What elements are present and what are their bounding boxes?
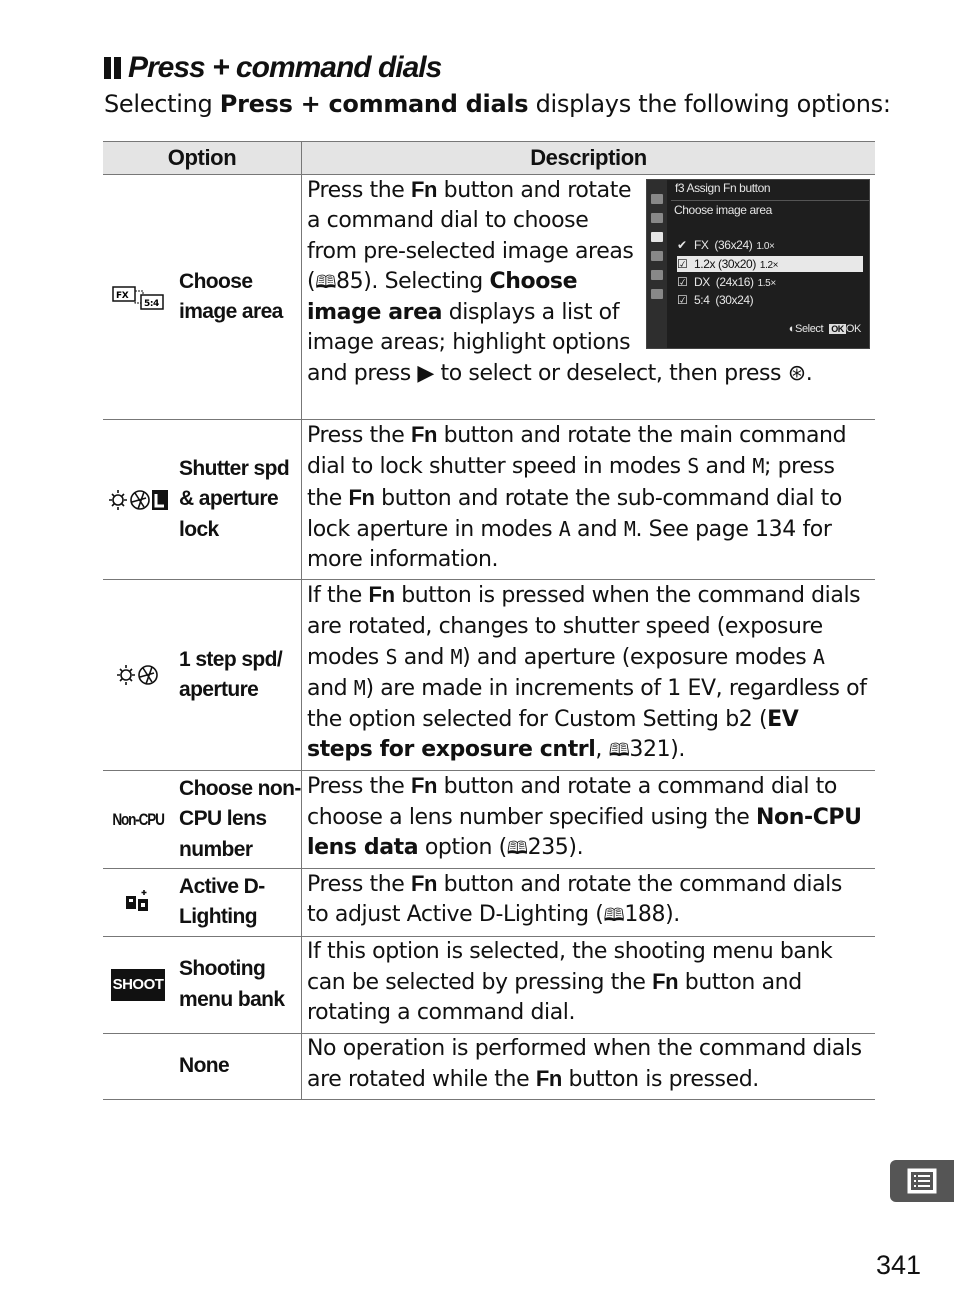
option-name: Choose image area <box>179 269 283 323</box>
description-cell <box>302 936 876 1033</box>
intro-bold: Press + command dials <box>219 90 529 118</box>
desc-text: 235). <box>527 834 584 860</box>
desc-text: If the <box>307 583 369 609</box>
wrench-icon <box>651 251 663 261</box>
fn-label: Fn <box>411 177 438 202</box>
desc-text: 321). <box>629 736 685 762</box>
book-icon: 🕮 <box>315 271 337 293</box>
item-label: 1.2x <box>694 257 716 271</box>
menu-sidebar <box>647 180 667 348</box>
image-area-icon-label: 5:4 <box>144 299 159 309</box>
desc-text: Press the <box>307 872 411 898</box>
option-cell <box>103 1033 302 1100</box>
option-name: Active D-Lighting <box>179 874 265 929</box>
section-heading <box>104 50 441 86</box>
pencil-icon <box>651 232 663 242</box>
non-cpu-icon-label: Non-CPU <box>112 809 164 829</box>
heading-marker <box>104 57 111 79</box>
option-name: Choose non-CPU lens number <box>179 776 301 861</box>
play-menu-icon <box>651 194 663 204</box>
desc-text: button and rotate the command dials to adjust Active D-Lighting ( <box>307 872 842 928</box>
desc-bold: Non-CPU lens data <box>307 804 862 860</box>
desc-text: ; press the <box>307 454 835 511</box>
shoot-icon <box>103 969 173 1001</box>
intro-text <box>104 90 891 118</box>
desc-text: Press the <box>307 774 411 800</box>
screen-subtitle: Choose image area <box>671 200 870 219</box>
mode-label: A <box>812 645 825 670</box>
desc-text: displays a list of image areas; highlight options and press <box>307 300 631 386</box>
desc-text: button and rotate a command dial to choose a lens number specified using the <box>307 774 837 830</box>
book-icon: 🕮 <box>608 739 630 761</box>
mode-label: M <box>623 516 636 541</box>
screen-title: f3 Assign Fn button <box>675 181 771 195</box>
heading-marker <box>114 57 121 79</box>
desc-text: , <box>595 736 609 762</box>
ok-badge: OK <box>831 323 844 334</box>
table-row <box>103 771 875 869</box>
desc-text: button and rotate a command dial to choose from pre-selected image areas ( <box>307 178 634 294</box>
checkbox-icon: ☑ <box>677 293 688 307</box>
fn-label: Fn <box>411 773 438 799</box>
desc-text: ) and aperture (exposure modes <box>462 645 813 671</box>
desc-text: 85). Selecting <box>336 268 490 294</box>
option-name: Shutter spd & aperture lock <box>179 456 290 541</box>
fn-label: Fn <box>652 969 679 995</box>
table-row <box>103 420 875 580</box>
description-cell <box>302 869 876 937</box>
shoot-icon-label: SHOOT <box>111 969 166 1001</box>
table-row <box>103 936 875 1033</box>
right-arrow-icon: ▶ <box>417 360 434 386</box>
book-icon: 🕮 <box>506 837 528 859</box>
fn-label: Fn <box>348 484 375 510</box>
item-size: (24x16) <box>715 275 754 289</box>
option-cell <box>103 175 302 420</box>
desc-text: button and rotate the main command dial to lock shutter speed in modes <box>307 423 847 480</box>
mode-label: S <box>687 454 699 479</box>
fn-label: Fn <box>411 871 438 897</box>
desc-text: Press the <box>307 423 411 448</box>
mode-label: M <box>752 454 764 479</box>
desc-text: button is pressed when the command dials are rotated, changes to shutter speed (exposure modes <box>307 583 861 671</box>
option-name: Shooting menu bank <box>179 957 285 1011</box>
desc-text: If this option is selected, the shooting menu bank can be selected by pressing the <box>307 938 833 996</box>
book-icon: 🕮 <box>603 905 625 927</box>
item-label: FX <box>694 238 709 252</box>
page-number: 341 <box>876 1250 922 1280</box>
fn-label: Fn <box>368 582 395 608</box>
desc-text: button is pressed. <box>561 1066 759 1092</box>
desc-text: button and rotating a command dial. <box>307 970 802 1026</box>
non-cpu-icon <box>103 805 173 835</box>
description-cell <box>302 175 876 420</box>
item-multiplier: 1.0× <box>756 241 775 252</box>
intro-suffix: displays the following options: <box>528 90 891 118</box>
option-name: None <box>179 1054 230 1078</box>
heading-title: Press + command dials <box>128 51 442 84</box>
desc-text: button and rotate the sub-command dial to lock aperture in modes <box>307 485 842 542</box>
image-area-icon <box>103 283 173 311</box>
option-cell <box>103 936 302 1033</box>
mode-label: S <box>385 645 398 670</box>
fn-label: Fn <box>411 422 438 447</box>
desc-text: No operation is performed when the command dials are rotated while the <box>307 1035 862 1092</box>
desc-text: to select or deselect, then press <box>433 360 788 386</box>
table-row <box>103 869 875 937</box>
footer-select: Select <box>795 322 824 335</box>
shutter-aperture-lock-icon <box>103 487 173 513</box>
image-area-icon-label: FX <box>116 291 129 301</box>
retouch-icon <box>651 270 663 280</box>
active-d-lighting-icon <box>103 889 173 915</box>
image-area-item[interactable] <box>677 292 863 308</box>
item-label: 5:4 <box>694 293 710 307</box>
fn-label: Fn <box>535 1065 562 1091</box>
item-multiplier: 1.2× <box>759 260 779 271</box>
intro-prefix: Selecting <box>104 90 220 118</box>
camera-menu-screen <box>646 179 870 349</box>
item-size: (30x24) <box>715 293 754 307</box>
desc-text: and <box>570 516 624 542</box>
options-table <box>103 141 875 1100</box>
desc-bold: EV steps for exposure cntrl <box>307 706 799 762</box>
menu-guide-tab[interactable] <box>890 1160 954 1202</box>
image-area-item[interactable] <box>677 256 863 272</box>
desc-text: and <box>698 454 753 480</box>
checkbox-icon: ☑ <box>677 257 688 271</box>
image-area-item[interactable] <box>677 237 863 253</box>
screen-footer: ◐Select OK OK <box>788 322 861 335</box>
footer-ok: OK <box>845 322 861 335</box>
option-cell <box>103 771 302 869</box>
description-cell <box>302 420 876 580</box>
item-size: (36x24) <box>714 238 753 252</box>
description-cell <box>302 771 876 869</box>
ok-button-icon: ⊛ <box>787 360 806 386</box>
option-cell <box>103 420 302 580</box>
mode-label: A <box>558 516 571 541</box>
one-step-icon <box>103 662 173 688</box>
option-name: 1 step spd/ aperture <box>179 647 283 702</box>
desc-bold: Choose image area <box>307 268 578 326</box>
option-column-header: Option <box>103 142 302 175</box>
image-area-item[interactable] <box>677 274 863 290</box>
table-row <box>103 580 875 771</box>
camera-menu-icon <box>651 213 663 223</box>
desc-text: ) are made in increments of 1 EV, regardless of the option selected for Custom Setting b2 ( <box>307 676 867 732</box>
desc-text: . <box>805 360 813 386</box>
mode-label: M <box>353 676 366 701</box>
mode-label: M <box>450 645 463 670</box>
desc-text: and <box>307 676 354 702</box>
description-cell <box>302 580 876 771</box>
my-menu-icon <box>651 289 663 299</box>
checkbox-icon: ☑ <box>677 275 688 289</box>
description-column-header: Description <box>302 142 876 175</box>
description-cell <box>302 1033 876 1100</box>
option-cell <box>103 869 302 937</box>
table-row <box>103 175 875 420</box>
option-cell <box>103 580 302 771</box>
desc-text: option ( <box>418 834 507 860</box>
desc-text: Press the <box>307 178 411 203</box>
table-row <box>103 1033 875 1100</box>
item-size: (30x20) <box>718 257 756 271</box>
menu-list-icon <box>907 1168 937 1194</box>
item-multiplier: 1.5× <box>757 278 776 289</box>
item-label: DX <box>694 275 710 289</box>
desc-text: and <box>397 645 451 671</box>
check-icon: ✔ <box>677 238 687 252</box>
desc-text: . See page 134 for more information. <box>307 516 832 573</box>
desc-text: 188). <box>624 902 680 928</box>
